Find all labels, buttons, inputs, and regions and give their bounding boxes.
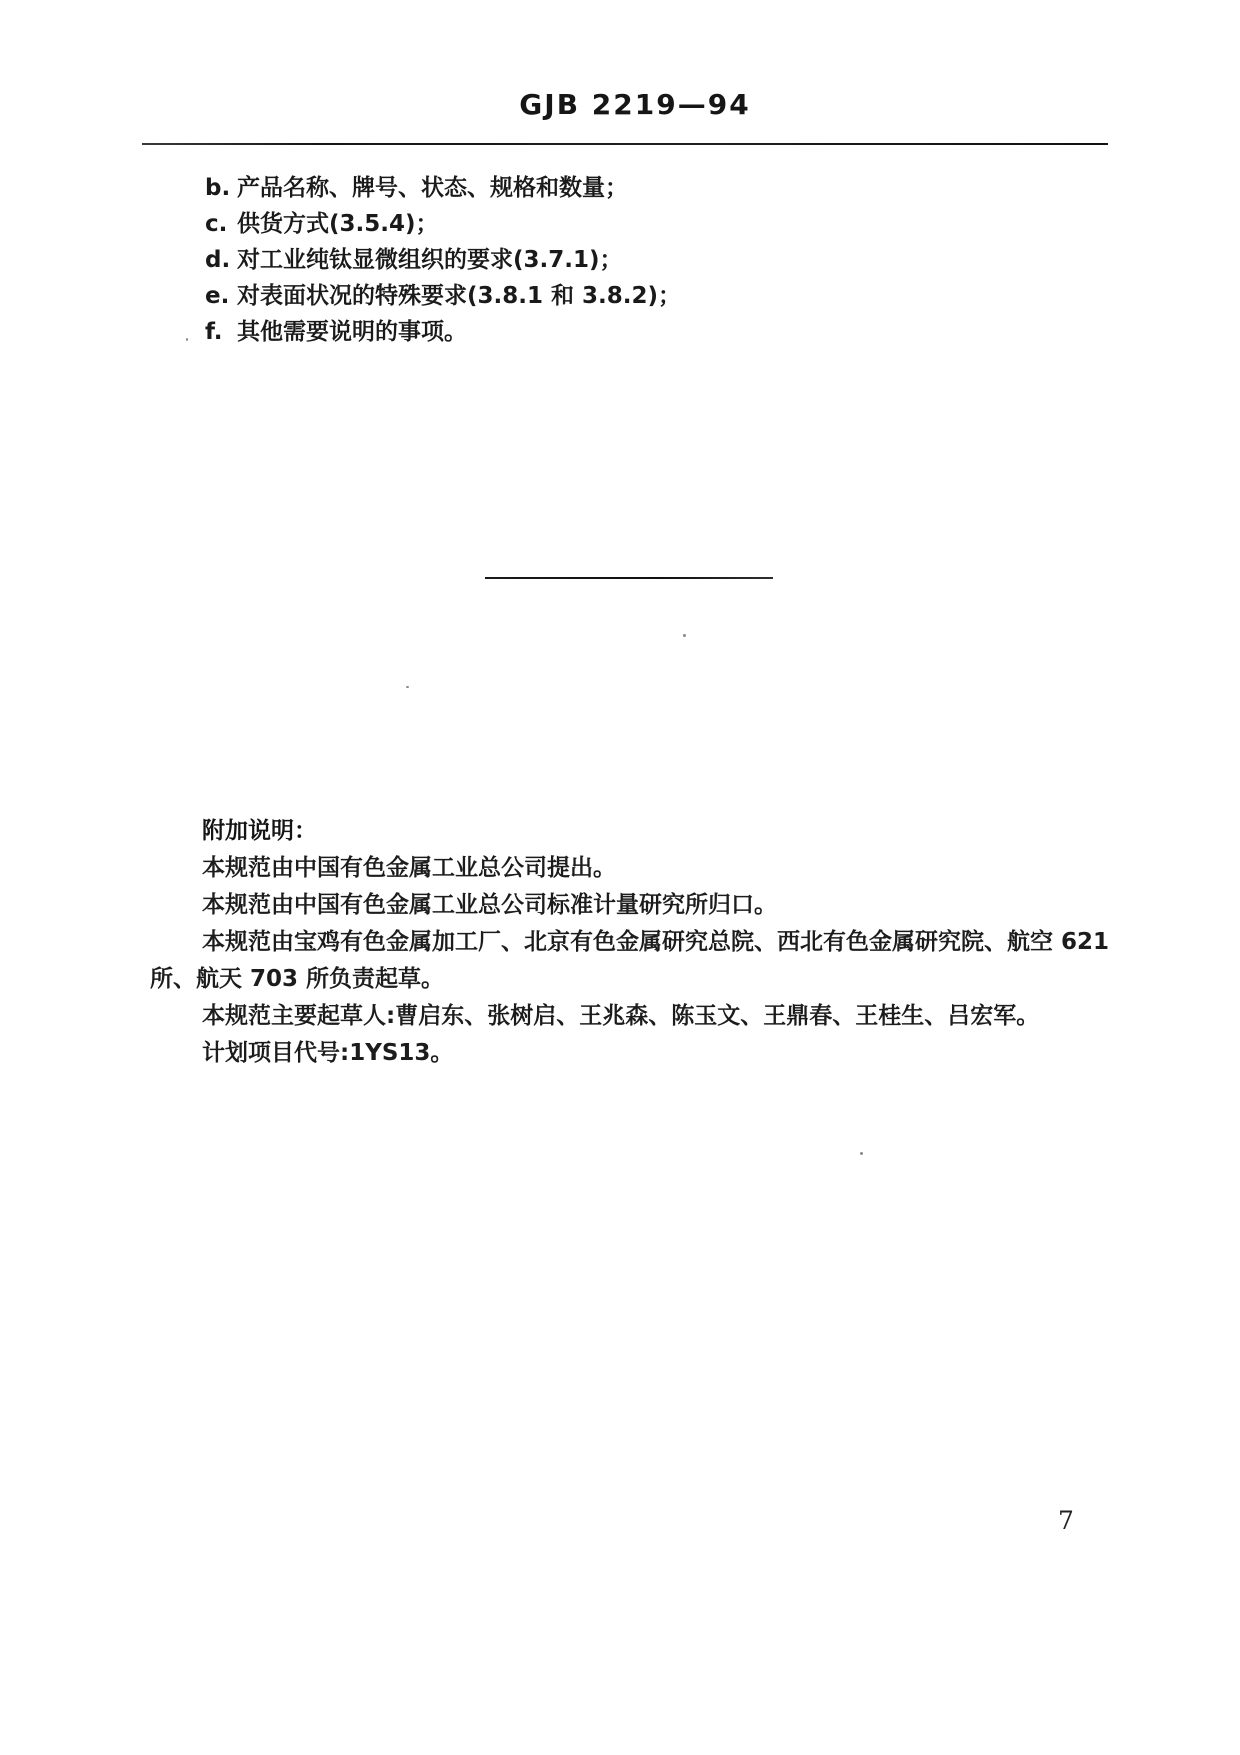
list-item xyxy=(205,314,681,350)
list-item-text: 其他需要说明的事项。 xyxy=(237,319,467,345)
list-item-text: 对表面状况的特殊要求(3.8.1 和 3.8.2)； xyxy=(237,283,682,309)
list-item xyxy=(205,242,681,278)
list-item xyxy=(205,206,681,242)
scan-speck xyxy=(860,1152,863,1155)
list-item-text: 供货方式(3.5.4)； xyxy=(237,211,439,237)
notification-list xyxy=(205,170,681,350)
list-item-label: b. xyxy=(205,175,231,201)
scan-speck xyxy=(186,338,188,341)
page-number: 7 xyxy=(1058,1506,1074,1535)
list-item-text: 产品名称、牌号、状态、规格和数量； xyxy=(237,175,628,201)
list-item-label: d. xyxy=(205,247,231,273)
list-item-label: e. xyxy=(205,283,230,309)
scan-speck xyxy=(683,634,686,637)
scan-speck xyxy=(406,686,409,688)
notes-line: 本规范由宝鸡有色金属加工厂、北京有色金属研究总院、西北有色金属研究院、航空 621 xyxy=(202,929,1110,955)
list-item-label: c. xyxy=(205,211,228,237)
list-item-text: 对工业纯钛显微组织的要求(3.7.1)； xyxy=(237,247,623,273)
notes-line: 本规范由中国有色金属工业总公司提出。 xyxy=(202,855,616,881)
list-item xyxy=(205,170,681,206)
header-rule xyxy=(142,143,1108,145)
list-item-label: f. xyxy=(205,319,223,345)
section-divider xyxy=(485,577,773,579)
standard-number: GJB 2219—94 xyxy=(519,88,751,121)
list-item xyxy=(205,278,681,314)
additional-notes-heading: 附加说明： xyxy=(202,818,317,844)
additional-notes-section xyxy=(150,813,1190,1072)
notes-line: 所、航天 703 所负责起草。 xyxy=(150,966,445,992)
notes-line: 本规范由中国有色金属工业总公司标准计量研究所归口。 xyxy=(202,892,777,918)
notes-line: 本规范主要起草人:曹启东、张树启、王兆森、陈玉文、王鼎春、王桂生、吕宏军。 xyxy=(202,1003,1040,1029)
notes-line: 计划项目代号:1YS13。 xyxy=(202,1040,454,1066)
